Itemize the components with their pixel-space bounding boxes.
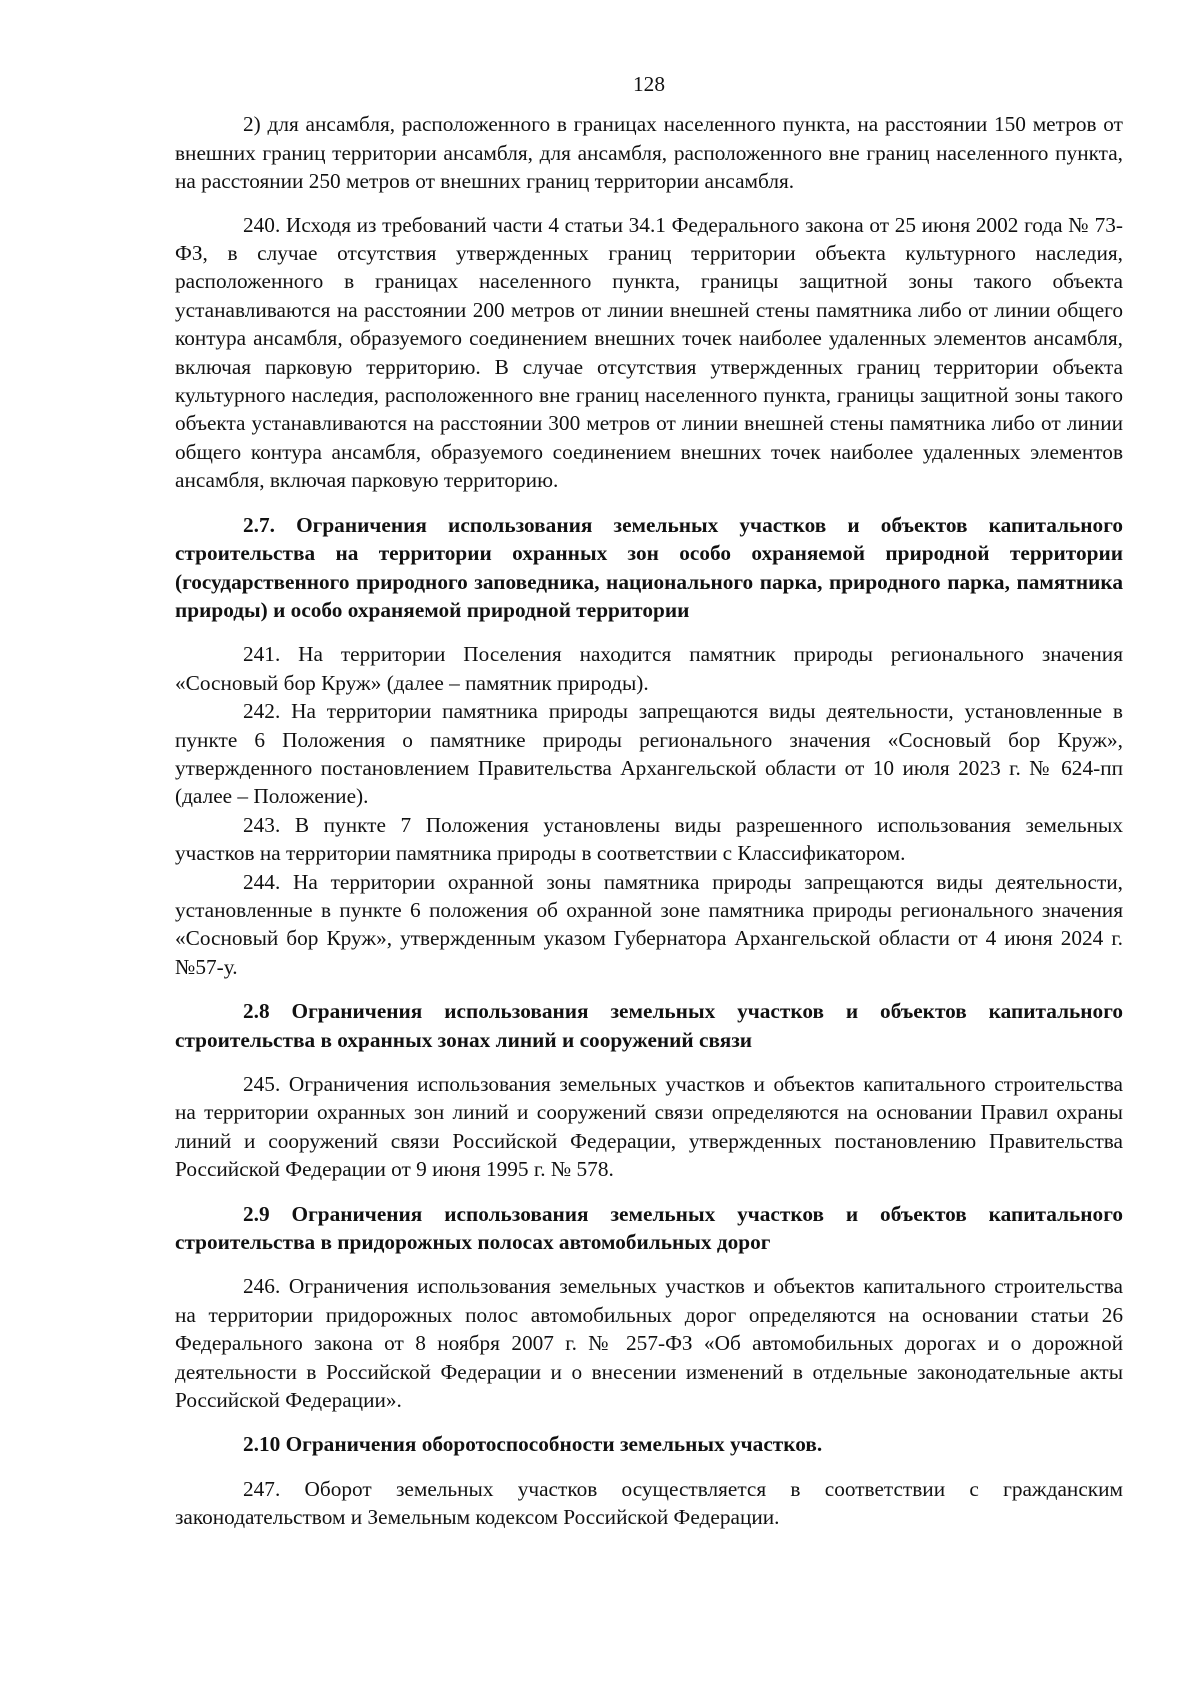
document-page: [175, 70, 1123, 1532]
page-number: 128: [633, 72, 665, 96]
paragraph-246: 246. Ограничения использования земельных участков и объектов капитального строительства на территории придорожных полос автомобильных дорог определяются на основании статьи 26 Федерального закона от 8 ноября 2007 г. № 257-ФЗ «Об автомобильных дорогах и о дорожной деятельности в Российской Федерации и о внесении изменений в отдельные законодательные акты Российской Федерации».: [175, 1274, 1123, 1413]
paragraph-240: 240. Исходя из требований части 4 статьи 34.1 Федерального закона от 25 июня 2002 года № 73-ФЗ, в случае отсутствия утвержденных границ территории объекта культурного наследия, расположенного в границах населенного пункта, границы защитной зоны такого объекта устанавливаются на расстоянии 200 метров от линии внешней стены памятника либо от линии общего контура ансамбля, образуемого соединением внешних точек наиболее удаленных элементов ансамбля, включая парковую территорию. В случае отсутствия утвержденных границ территории объекта культурного наследия, расположенного вне границ населенного пункта, границы защитной зоны такого объекта устанавливаются на расстоянии 300 метров от линии внешней стены памятника либо от линии общего контура ансамбля, образуемого соединением внешних точек наиболее удаленных элементов ансамбля, включая парковую территорию.: [175, 212, 1123, 493]
section-heading-2-9: 2.9 Ограничения использования земельных участков и объектов капитального строительства в придорожных полосах автомобильных дорог: [175, 1201, 1123, 1255]
paragraph-ensemble-distance: 2) для ансамбля, расположенного в границах населенного пункта, на расстоянии 150 метров от внешних границ территории ансамбля, для ансамбля, расположенного вне границ населенного пункта, на расстоянии 250 метров от внешних границ территории ансамбля.: [175, 112, 1123, 194]
paragraph-241: 241. На территории Поселения находится памятник природы регионального значения «Сосновый бор Круж» (далее – памятник природы).: [175, 642, 1123, 695]
paragraph-242: 242. На территории памятника природы запрещаются виды деятельности, установленные в пункте 6 Положения о памятнике природы регионального значения «Сосновый бор Круж», утвержденного постановлением Правительства Архангельской области от 10 июля 2023 г. № 624-пп (далее – Положение).: [175, 699, 1123, 809]
paragraph-247: 247. Оборот земельных участков осуществляется в соответствии с гражданским законодательством и Земельным кодексом Российской Федерации.: [175, 1476, 1123, 1530]
paragraph-244: 244. На территории охранной зоны памятника природы запрещаются виды деятельности, установленные в пункте 6 положения об охранной зоне памятника природы регионального значения «Сосновый бор Круж», утвержденным указом Губернатора Архангельской области от 4 июня 2024 г. №57-у.: [175, 869, 1123, 979]
section-heading-2-8: 2.8 Ограничения использования земельных участков и объектов капитального строительства в охранных зонах линий и сооружений связи: [175, 999, 1123, 1052]
paragraph-245: 245. Ограничения использования земельных участков и объектов капитального строительства на территории охранных зон линий и сооружений связи определяются на основании Правил охраны линий и сооружений связи Российской Федерации, утвержденных постановлению Правительства Российской Федерации от 9 июня 1995 г. № 578.: [175, 1072, 1123, 1182]
section-heading-2-7: 2.7. Ограничения использования земельных участков и объектов капитального строительства на территории охранных зон особо охраняемой природной территории (государственного природного заповедника, национального парка, природного парка, памятника природы) и особо охраняемой природной территории: [175, 512, 1123, 622]
paragraph-243: 243. В пункте 7 Положения установлены виды разрешенного использования земельных участков на территории памятника природы в соответствии с Классификатором.: [175, 812, 1123, 866]
section-heading-2-10: 2.10 Ограничения оборотоспособности земельных участков.: [243, 1432, 823, 1457]
